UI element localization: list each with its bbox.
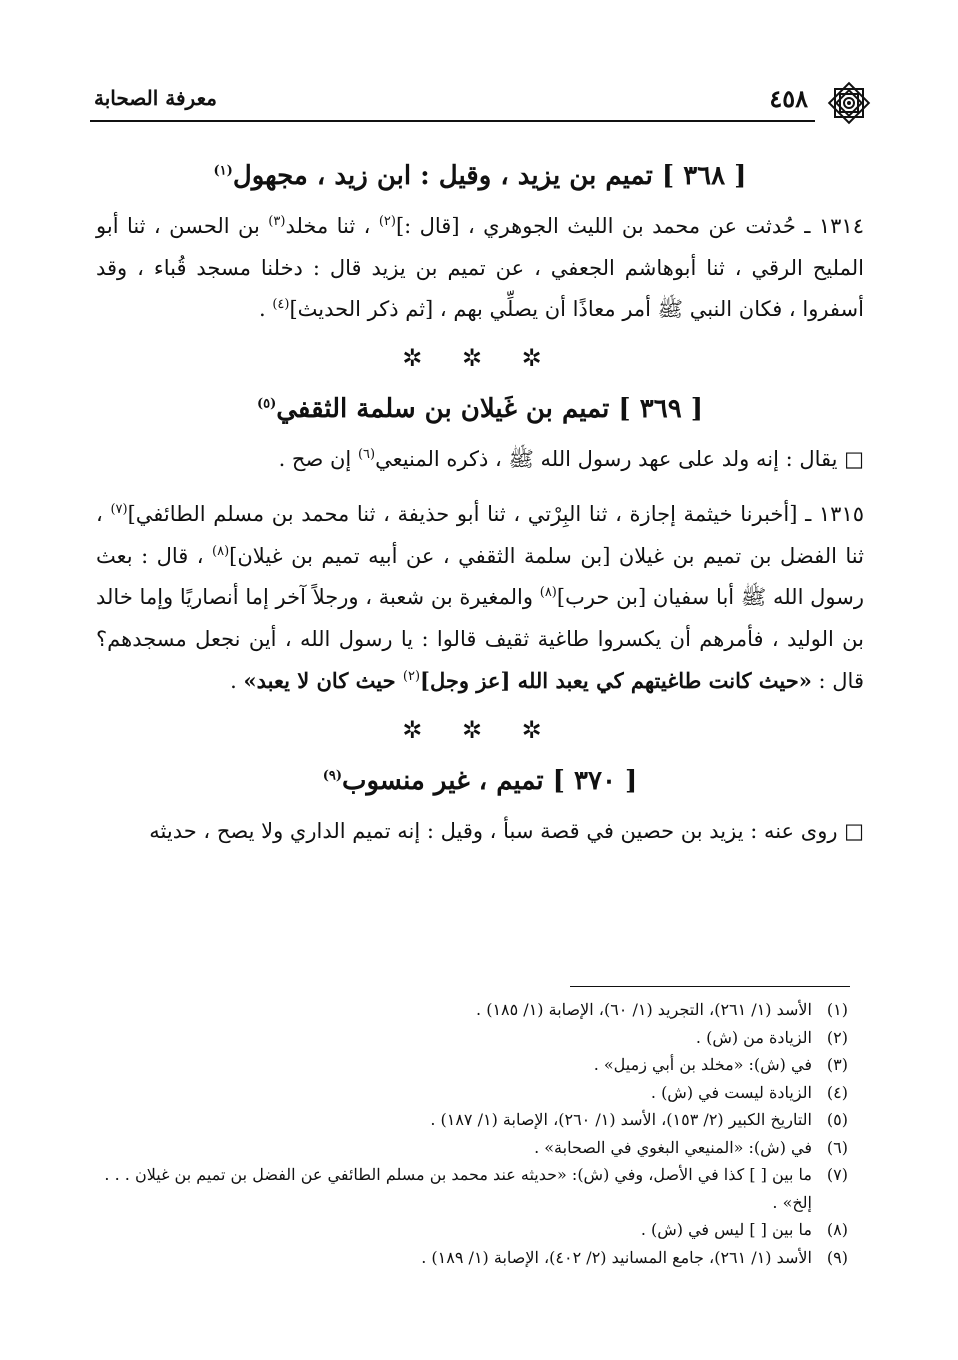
main-text — [96, 142, 864, 852]
text-run: □ روى عنه : يزيد بن حصين في قصة سبأ ، وقيل : إنه تميم الداري ولا يصح ، حديثه — [149, 818, 864, 843]
footnote-rule — [570, 986, 850, 987]
paragraph — [96, 439, 864, 481]
entry-heading — [96, 389, 864, 429]
footnote-number: (١) — [826, 1000, 848, 1019]
footnote-number: (٣) — [826, 1055, 848, 1074]
footnote-number: (٤) — [826, 1082, 848, 1102]
entry-heading — [96, 156, 864, 196]
text-run: والمغيرة بن شعبة ، ورجلاً آخر إما أنصاريًا وإما خالد بن الوليد ، فأمرهم أن يكسروا طاغية ثقيف قالوا : يا رسول الله ، أين نجعل مسجدهم؟ قال : — [96, 585, 864, 693]
text-run: ، ثنا الفضل بن تميم بن غيلان [بن سلمة الثقفي ، عن أبيه تميم بن غيلان] — [96, 502, 864, 568]
footnote-number: (٨) — [826, 1220, 848, 1239]
text-run: ، قال : بعث رسول الله ﷺ أبا سفيان [بن حرب] — [96, 543, 865, 609]
footnote — [96, 1051, 848, 1079]
footnote-ref: (٩) — [322, 767, 342, 783]
footnote-text: في (ش): «مخلد بن أبي زميل» . — [593, 1055, 812, 1074]
footnote-text: ما بين [ ] كذا في الأصل، وفي (ش): «حديثه عند محمد بن مسلم الطائفي عن الفضل بن تميم بن غيلان . . . إلخ» . — [104, 1165, 812, 1212]
footnote-text: الأسد (١/ ٢٦١)، التجريد (١/ ٦٠)، الإصابة (١/ ١٨٥) . — [476, 1000, 812, 1019]
footnote — [96, 1134, 848, 1162]
footnotes — [96, 996, 848, 1271]
footnote-ref: (٥) — [256, 395, 277, 411]
footnote-ref: (١) — [213, 163, 233, 179]
heading-text: [ ٣٦٨ ] تميم بن يزيد ، وقيل : ابن زيد ، مجهول — [232, 161, 747, 191]
footnote-text: الزيادة من (ش) . — [695, 1027, 812, 1047]
text-run: □ يقال : إنه ولد على عهد رسول الله ﷺ ، ذكره المنيعي — [375, 446, 864, 471]
footnote — [96, 996, 848, 1024]
text-run: ١٣١٤ ـ حُدثت عن محمد بن الليث الجوهري ، [قال :] — [395, 214, 864, 238]
footnote — [96, 1106, 848, 1134]
text-run: ، ثنا مخلد — [285, 214, 379, 238]
footnote-number: (٩) — [826, 1247, 848, 1267]
hadith-quote: «حيث كانت طاغيتهم كي يعبد الله [عز وجل] — [420, 668, 812, 693]
footnote-ref: (٦) — [357, 446, 376, 462]
footnote-number: (٢) — [826, 1027, 848, 1047]
text-run: إن صح . — [278, 446, 358, 471]
footnote — [96, 1216, 848, 1244]
footnote-text: ما بين [ ] ليس في (ش) . — [640, 1220, 812, 1239]
footnote-text: الزيادة ليست في (ش) . — [650, 1082, 812, 1102]
text-run: ١٣١٥ ـ [أخبرنا خيثمة إجازة ، ثنا البِرْتي ، ثنا أبو حذيفة ، ثنا محمد بن مسلم الطائفي] — [127, 502, 865, 526]
footnote-text: الأسد (١/ ٢٦١)، جامع المسانيد (٢/ ٤٠٢)، الإصابة (١/ ١٨٩) . — [421, 1247, 812, 1267]
footnote-ref: (٤) — [272, 297, 290, 312]
book-title: معرفة الصحابة — [94, 86, 217, 110]
paragraph — [96, 811, 864, 853]
hadith-quote: حيث كان لا يعبد» — [243, 668, 403, 693]
page-number: ٤٥٨ — [769, 84, 808, 113]
footnote-ref: (٣) — [268, 214, 286, 229]
footnote — [96, 1161, 848, 1216]
paragraph — [96, 206, 864, 331]
heading-text: [ ٣٦٩ ] تميم بن غَيلان بن سلمة الثقفي — [276, 393, 704, 424]
heading-text: [ ٣٧٠ ] تميم ، غير منسوب — [341, 765, 638, 796]
footnote — [96, 1024, 848, 1052]
footnote-text: التاريخ الكبير (٢/ ١٥٣)، الأسد (١/ ٢٦٠)، الإصابة (١/ ١٨٧) . — [430, 1110, 812, 1129]
footnote-number: (٥) — [826, 1110, 848, 1129]
text-run: . — [258, 297, 273, 321]
footnote-ref: (٨) — [539, 585, 557, 600]
footnote-ref: (٧) — [110, 502, 128, 517]
footnote — [96, 1244, 848, 1272]
footnote-ref: (٢) — [402, 669, 421, 684]
paragraph — [96, 494, 864, 703]
header-rule — [90, 120, 815, 122]
footnote-ref: (٨) — [212, 543, 230, 559]
text-run: . — [230, 669, 244, 693]
footnote-number: (٧) — [826, 1165, 848, 1184]
page-header — [90, 78, 870, 118]
section-separator: ✲ ✲ ✲ — [402, 715, 558, 744]
footnote — [96, 1079, 848, 1107]
star-ornament-icon — [824, 78, 874, 128]
footnote-ref: (٢) — [378, 214, 396, 229]
footnote-text: في (ش): «المنيعي البغوي في الصحابة» . — [534, 1137, 812, 1157]
entry-heading — [96, 761, 864, 801]
section-separator: ✲ ✲ ✲ — [402, 343, 558, 372]
text-run: بن الحسن ، ثنا أبو المليح الرقي ، ثنا أبوهاشم الجعفي ، عن تميم بن يزيد قال : دخلنا مسجد قُباء ، وقد أسفروا ، فكان النبي ﷺ أمر معاذًا أن يصلِّي بهم ، [ثم ذكر الحديث] — [96, 214, 864, 321]
footnote-number: (٦) — [826, 1137, 848, 1157]
